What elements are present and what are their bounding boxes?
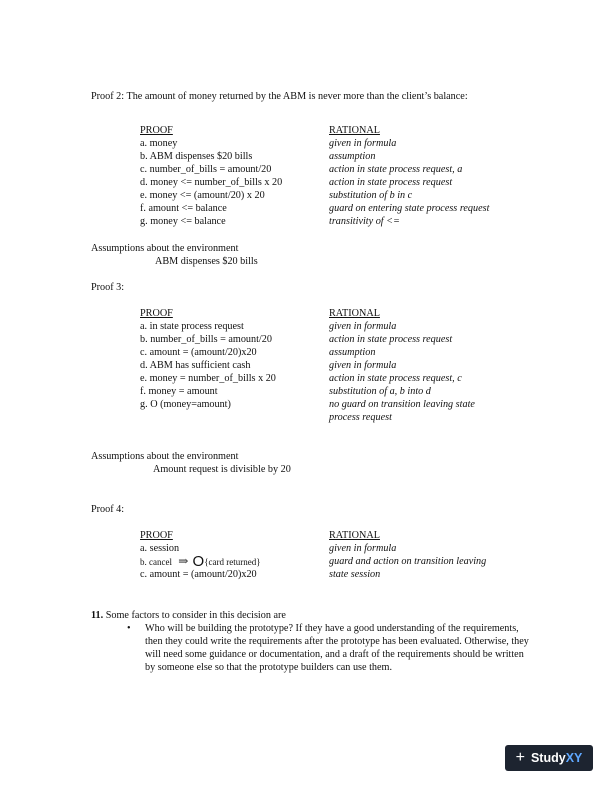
proof2-assumption: ABM dispenses $20 bills: [155, 256, 258, 267]
proof2-step-a: a. money: [140, 138, 178, 149]
logo-study: Study: [530, 750, 566, 765]
proof2-rational-label: RATIONAL: [329, 125, 380, 136]
proof2-reason-d: action in state process request: [329, 177, 453, 188]
proof3-reason-c: assumption: [329, 347, 376, 358]
proof3-rational-label: RATIONAL: [329, 308, 380, 319]
proof2-reason-e: substitution of b in c: [329, 190, 413, 201]
proof2-reason-f: guard on entering state process request: [329, 203, 490, 214]
item11-intro: [91, 609, 286, 622]
proof3-reason-g-cont: process request: [329, 412, 392, 423]
proof4-heading: Proof 4:: [91, 504, 125, 515]
proof2-reasons: [329, 137, 489, 228]
proof3-reason-a: given in formula: [329, 321, 397, 332]
proof3-heading: Proof 3:: [91, 282, 125, 293]
logo-xy: XY: [565, 750, 583, 765]
item11-intro-text: Some factors to consider in this decision are: [103, 610, 286, 621]
implies-arrow-icon: ⇒: [178, 554, 189, 568]
proof4-step-b-pre: b. cancel: [140, 557, 172, 567]
proof4-reason-a: given in formula: [329, 543, 397, 554]
proof4-reason-c: state session: [329, 569, 381, 580]
proof4-rational-label: RATIONAL: [329, 530, 380, 541]
proof2-step-f: f. amount <= balance: [140, 203, 227, 214]
proof3-reason-d: given in formula: [329, 360, 397, 371]
proof3-reason-f: substitution of a, b into d: [329, 386, 431, 397]
proof4-step-b-post: {card returned}: [204, 557, 261, 567]
item11-bullet-text: Who will be building the prototype? If they have a good understanding of the requirements, then they could write the requirements after the prototype has been evaluated. Otherwise, they will need some guidance or documentation, and a draft of the requirements should be written by someone else so that the prototype builders can use them.: [145, 623, 529, 673]
proof2-step-g-rest: . money <= balance: [145, 216, 226, 227]
proof3-reason-e: action in state process request, c: [329, 373, 462, 384]
proof3-step-c: c. amount = (amount/20)x20: [140, 347, 257, 358]
proof3-step-g-rest: . O (money=amount): [145, 399, 231, 410]
proof2-step-g: [140, 215, 282, 228]
studyxy-logo: [505, 745, 593, 771]
item11-number: 11.: [91, 610, 104, 621]
proof3-step-f: f. money = amount: [140, 386, 218, 397]
plus-icon: +: [515, 749, 525, 766]
proof2-reason-a: given in formula: [329, 138, 397, 149]
proof3-step-g: [140, 398, 276, 411]
proof2-steps: [140, 137, 282, 228]
proof3-step-b: b. number_of_bills = amount/20: [140, 334, 272, 345]
proof3-proof-label: PROOF: [140, 308, 173, 319]
proof3-reason-g: no guard on transition leaving state: [329, 399, 475, 410]
proof2-reason-b: assumption: [329, 151, 376, 162]
proof2-reason-g: transitivity of <=: [329, 216, 400, 227]
proof3-reasons: [329, 320, 475, 424]
proof2-step-e: e. money <= (amount/20) x 20: [140, 190, 265, 201]
proof4-step-a: a. session: [140, 543, 180, 554]
proof4-step-b: [140, 555, 261, 569]
proof2-step-c: c. number_of_bills = amount/20: [140, 164, 272, 175]
proof2-assumptions-heading: Assumptions about the environment: [91, 243, 239, 254]
proof2-step-b: b. ABM dispenses $20 bills: [140, 151, 253, 162]
proof3-step-g-letter: g: [140, 399, 146, 410]
proof4-reason-b: guard and action on transition leaving: [329, 556, 487, 567]
proof2-step-g-letter: g: [140, 216, 146, 227]
proof3-step-a: a. in state process request: [140, 321, 244, 332]
eventually-operator-icon: O: [192, 553, 205, 570]
proof2-proof-label: PROOF: [140, 125, 173, 136]
proof2-reason-c: action in state process request, a: [329, 164, 463, 175]
proof3-step-d: d. ABM has sufficient cash: [140, 360, 251, 371]
proof2-heading: Proof 2: The amount of money returned by the ABM is never more than the client’s balance:: [91, 91, 468, 102]
proof3-steps: [140, 320, 276, 411]
proof3-step-e: e. money = number_of_bills x 20: [140, 373, 276, 384]
proof3-assumption: Amount request is divisible by 20: [153, 464, 291, 475]
proof2-step-d: d. money <= number_of_bills x 20: [140, 177, 283, 188]
proof3-assumptions-heading: Assumptions about the environment: [91, 451, 239, 462]
proof4-step-c: c. amount = (amount/20)x20: [140, 569, 257, 580]
bullet-icon: •: [127, 623, 131, 634]
proof4-proof-label: PROOF: [140, 530, 173, 541]
proof3-reason-b: action in state process request: [329, 334, 453, 345]
